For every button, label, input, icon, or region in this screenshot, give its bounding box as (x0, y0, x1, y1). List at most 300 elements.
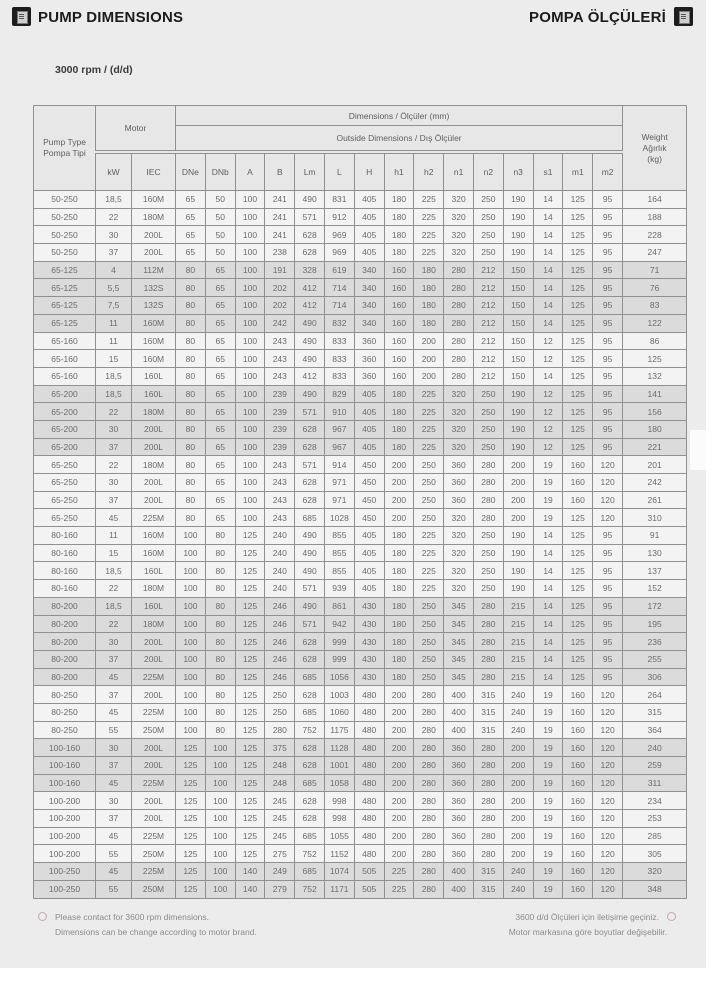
dimension-cell: 180 (384, 420, 414, 438)
dimension-cell: 400 (444, 703, 474, 721)
dimension-cell: 320 (444, 420, 474, 438)
dimension-cell: 200 (503, 845, 533, 863)
dimension-cell: 714 (325, 297, 355, 315)
dimension-cell: 160 (563, 774, 593, 792)
dimension-cell: 241 (265, 191, 295, 209)
motor-header: Motor (96, 106, 176, 152)
dimension-cell: 280 (444, 279, 474, 297)
dimension-cell: 628 (295, 739, 325, 757)
dimension-cell: 200L (132, 438, 176, 456)
weight-cell: 132 (623, 367, 687, 385)
dimension-cell: 250 (473, 562, 503, 580)
dimension-cell: 80 (205, 703, 235, 721)
dimension-cell: 125 (563, 226, 593, 244)
dimension-cell: 628 (295, 757, 325, 775)
dimension-cell: 245 (265, 810, 295, 828)
dimension-cell: 45 (96, 774, 132, 792)
dimension-cell: 14 (533, 244, 563, 262)
table-body (34, 191, 687, 899)
dimension-cell: 315 (473, 703, 503, 721)
dimension-cell: 160 (563, 721, 593, 739)
dimension-cell: 65 (205, 350, 235, 368)
dimension-cell: 125 (563, 580, 593, 598)
dimension-cell: 360 (444, 474, 474, 492)
dimension-cell: 320 (444, 191, 474, 209)
dimension-cell: 1001 (325, 757, 355, 775)
dimension-cell: 80 (205, 686, 235, 704)
weight-header-tr: Ağırlık (642, 142, 667, 153)
table-row (34, 438, 687, 456)
dimension-cell: 80 (205, 580, 235, 598)
footnote-tr-line2: Motor markasına göre boyutlar değişebilir. (508, 927, 667, 937)
dimension-cell: 19 (533, 774, 563, 792)
weight-header (623, 106, 687, 191)
dimension-cell: 225 (414, 420, 444, 438)
dimension-cell: 490 (295, 597, 325, 615)
dimension-cell: 405 (354, 191, 384, 209)
dimension-cell: 37 (96, 438, 132, 456)
pump-type-cell: 65-250 (34, 509, 96, 527)
dimension-cell: 250 (414, 615, 444, 633)
dimension-cell: 490 (295, 544, 325, 562)
dimension-cell: 280 (473, 597, 503, 615)
pump-type-cell: 50-250 (34, 226, 96, 244)
dimension-cell: 685 (295, 668, 325, 686)
weight-cell: 261 (623, 491, 687, 509)
dimension-cell: 280 (473, 792, 503, 810)
dimension-cell: 100 (176, 562, 206, 580)
dimension-cell: 100 (205, 774, 235, 792)
dimension-cell: 125 (563, 403, 593, 421)
dimension-cell: 280 (444, 332, 474, 350)
dimension-cell: 125 (176, 739, 206, 757)
dimension-cell: 160 (563, 686, 593, 704)
dimension-cell: 250M (132, 721, 176, 739)
dimension-cell: 200 (503, 509, 533, 527)
dimension-cell: 125 (563, 332, 593, 350)
dimension-cell: 480 (354, 686, 384, 704)
page-title-en: PUMP DIMENSIONS (38, 9, 184, 26)
dimension-cell: 240 (265, 527, 295, 545)
dimension-cell: 212 (473, 350, 503, 368)
dimension-cell: 125 (563, 367, 593, 385)
dimension-cell: 315 (473, 721, 503, 739)
dimension-cell: 480 (354, 845, 384, 863)
dimension-cell: 14 (533, 314, 563, 332)
dimension-cell: 160M (132, 527, 176, 545)
dimension-cell: 45 (96, 509, 132, 527)
dimension-cell: 160 (384, 350, 414, 368)
dimension-cell: 150 (503, 367, 533, 385)
dimension-cell: 215 (503, 650, 533, 668)
column-label-s1: s1 (533, 152, 563, 191)
dimension-cell: 125 (563, 314, 593, 332)
pump-type-cell: 65-250 (34, 474, 96, 492)
weight-cell: 311 (623, 774, 687, 792)
dimension-cell: 215 (503, 633, 533, 651)
weight-cell: 137 (623, 562, 687, 580)
dimension-cell: 120 (593, 774, 623, 792)
dimension-cell: 95 (593, 279, 623, 297)
weight-cell: 221 (623, 438, 687, 456)
pump-type-cell: 50-250 (34, 208, 96, 226)
dimension-cell: 200L (132, 244, 176, 262)
pump-type-cell: 65-200 (34, 403, 96, 421)
dimension-cell: 405 (354, 527, 384, 545)
column-label-lm: Lm (295, 152, 325, 191)
dimension-cell: 19 (533, 456, 563, 474)
dimension-cell: 280 (473, 474, 503, 492)
dimension-cell: 95 (593, 615, 623, 633)
dimension-cell: 100 (205, 880, 235, 898)
dimension-cell: 140 (235, 863, 265, 881)
dimension-cell: 202 (265, 279, 295, 297)
dimension-cell: 246 (265, 615, 295, 633)
rpm-subtitle: 3000 rpm / (d/d) (55, 64, 133, 76)
dimension-cell: 412 (295, 367, 325, 385)
dimension-cell: 280 (414, 810, 444, 828)
dimension-cell: 45 (96, 668, 132, 686)
dimension-cell: 180 (414, 279, 444, 297)
dimension-cell: 480 (354, 703, 384, 721)
dimension-cell: 160L (132, 367, 176, 385)
dimension-cell: 65 (205, 297, 235, 315)
weight-cell: 125 (623, 350, 687, 368)
dimension-cell: 320 (444, 544, 474, 562)
dimension-cell: 100 (235, 350, 265, 368)
dimension-cell: 125 (563, 279, 593, 297)
dimension-cell: 450 (354, 474, 384, 492)
table-row (34, 757, 687, 775)
dimension-cell: 80 (205, 650, 235, 668)
column-label-h: H (354, 152, 384, 191)
dimension-cell: 280 (414, 774, 444, 792)
dimension-cell: 250 (473, 385, 503, 403)
dimension-cell: 320 (444, 580, 474, 598)
dimension-cell: 19 (533, 509, 563, 527)
dimension-cell: 125 (235, 792, 265, 810)
dimension-cell: 855 (325, 527, 355, 545)
dimension-cell: 14 (533, 367, 563, 385)
dimension-cell: 280 (473, 615, 503, 633)
dimension-cell: 160M (132, 332, 176, 350)
dimension-cell: 7,5 (96, 297, 132, 315)
dimension-cell: 95 (593, 208, 623, 226)
dimension-cell: 80 (176, 332, 206, 350)
dimension-cell: 1175 (325, 721, 355, 739)
weight-cell: 156 (623, 403, 687, 421)
dimension-cell: 50 (205, 244, 235, 262)
pump-type-cell: 100-200 (34, 845, 96, 863)
dimension-cell: 225 (414, 226, 444, 244)
dimension-cell: 65 (205, 509, 235, 527)
dimension-cell: 833 (325, 332, 355, 350)
pump-type-cell: 50-250 (34, 191, 96, 209)
column-label-a: A (235, 152, 265, 191)
dimension-cell: 45 (96, 863, 132, 881)
dimension-cell: 125 (235, 544, 265, 562)
dimension-cell: 571 (295, 403, 325, 421)
dimension-cell: 250 (473, 420, 503, 438)
dimension-cell: 1171 (325, 880, 355, 898)
table-row (34, 810, 687, 828)
dimension-cell: 215 (503, 597, 533, 615)
table-row (34, 686, 687, 704)
dimension-cell: 125 (176, 774, 206, 792)
dimension-cell: 55 (96, 845, 132, 863)
dimension-cell: 200 (503, 792, 533, 810)
dimension-cell: 400 (444, 863, 474, 881)
dimension-cell: 19 (533, 757, 563, 775)
weight-cell: 71 (623, 261, 687, 279)
dimension-cell: 998 (325, 810, 355, 828)
dimension-cell: 95 (593, 332, 623, 350)
dimension-cell: 19 (533, 703, 563, 721)
dimension-cell: 490 (295, 527, 325, 545)
dimension-cell: 120 (593, 491, 623, 509)
pump-type-cell: 50-250 (34, 244, 96, 262)
weight-cell: 201 (623, 456, 687, 474)
dimension-cell: 12 (533, 385, 563, 403)
table-row (34, 792, 687, 810)
dimension-cell: 125 (176, 757, 206, 775)
dimension-cell: 910 (325, 403, 355, 421)
weight-cell: 164 (623, 191, 687, 209)
table-row (34, 474, 687, 492)
dimension-cell: 19 (533, 810, 563, 828)
dimension-cell: 125 (563, 420, 593, 438)
dimension-cell: 752 (295, 721, 325, 739)
dimension-cell: 18,5 (96, 385, 132, 403)
dimension-cell: 250 (473, 191, 503, 209)
dimension-cell: 30 (96, 226, 132, 244)
dimension-cell: 125 (176, 827, 206, 845)
dimension-cell: 280 (414, 827, 444, 845)
dimension-cell: 360 (444, 792, 474, 810)
dimension-cell: 14 (533, 191, 563, 209)
dimension-cell: 212 (473, 279, 503, 297)
dimension-cell: 190 (503, 403, 533, 421)
dimension-cell: 249 (265, 863, 295, 881)
pump-dimensions-table (33, 105, 687, 899)
dimension-cell: 490 (295, 332, 325, 350)
dimension-cell: 180M (132, 615, 176, 633)
dimension-cell: 200 (503, 739, 533, 757)
dimension-cell: 180 (384, 438, 414, 456)
dimension-cell: 100 (235, 244, 265, 262)
dimension-cell: 125 (563, 668, 593, 686)
dimension-cell: 685 (295, 863, 325, 881)
footnote-en (38, 910, 257, 940)
dimension-cell: 80 (205, 615, 235, 633)
dimension-cell: 250 (414, 668, 444, 686)
dimension-cell: 200L (132, 420, 176, 438)
dimension-cell: 280 (414, 739, 444, 757)
dimension-cell: 100 (235, 261, 265, 279)
dimension-cell: 190 (503, 226, 533, 244)
dimension-cell: 14 (533, 668, 563, 686)
dimension-cell: 100 (235, 474, 265, 492)
dimension-cell: 505 (354, 880, 384, 898)
dimension-cell: 225M (132, 703, 176, 721)
dimension-cell: 14 (533, 279, 563, 297)
dimension-cell: 360 (444, 774, 474, 792)
dimension-cell: 212 (473, 261, 503, 279)
dimension-cell: 95 (593, 403, 623, 421)
column-label-h2: h2 (414, 152, 444, 191)
dimension-cell: 45 (96, 827, 132, 845)
dimension-cell: 490 (295, 191, 325, 209)
dimension-cell: 180M (132, 403, 176, 421)
dimension-cell: 100 (235, 385, 265, 403)
table-row (34, 703, 687, 721)
dimension-cell: 215 (503, 615, 533, 633)
pump-type-cell: 65-160 (34, 350, 96, 368)
dimension-cell: 19 (533, 474, 563, 492)
pump-type-cell: 65-200 (34, 438, 96, 456)
dimension-cell: 19 (533, 827, 563, 845)
dimension-cell: 180M (132, 208, 176, 226)
dimension-cell: 405 (354, 226, 384, 244)
dimension-cell: 405 (354, 420, 384, 438)
dimension-cell: 180 (384, 562, 414, 580)
dimension-cell: 125 (235, 810, 265, 828)
dimension-cell: 628 (295, 226, 325, 244)
dimension-cell: 240 (265, 544, 295, 562)
dimension-cell: 405 (354, 244, 384, 262)
outside-dimensions-header: Outside Dimensions / Dış Ölçüler (176, 126, 623, 152)
dimension-cell: 685 (295, 703, 325, 721)
dimension-cell: 280 (473, 509, 503, 527)
dimension-cell: 125 (235, 774, 265, 792)
dimension-cell: 160L (132, 385, 176, 403)
dimension-cell: 11 (96, 527, 132, 545)
dimension-cell: 225M (132, 774, 176, 792)
dimension-cell: 180 (384, 633, 414, 651)
weight-cell: 315 (623, 703, 687, 721)
dimension-cell: 280 (444, 261, 474, 279)
dimension-cell: 125 (235, 739, 265, 757)
dimension-cell: 95 (593, 226, 623, 244)
dimension-cell: 246 (265, 668, 295, 686)
dimension-cell: 225 (414, 385, 444, 403)
dimension-cell: 200 (384, 845, 414, 863)
dimension-cell: 100 (176, 668, 206, 686)
table-row (34, 562, 687, 580)
footnote-tr (509, 910, 684, 940)
dimension-cell: 280 (414, 880, 444, 898)
dimension-cell: 80 (205, 633, 235, 651)
dimension-cell: 100 (176, 721, 206, 739)
dimension-cell: 200 (384, 757, 414, 775)
weight-cell: 310 (623, 509, 687, 527)
dimension-cell: 912 (325, 208, 355, 226)
dimension-cell: 250 (473, 580, 503, 598)
dimension-cell: 100 (235, 420, 265, 438)
dimension-cell: 250 (414, 650, 444, 668)
table-row (34, 739, 687, 757)
dimension-cell: 160 (563, 491, 593, 509)
dimension-cell: 430 (354, 668, 384, 686)
dimension-cell: 855 (325, 562, 355, 580)
column-label-n3: n3 (503, 152, 533, 191)
dimension-cell: 1074 (325, 863, 355, 881)
dimension-cell: 65 (205, 456, 235, 474)
column-label-l: L (325, 152, 355, 191)
dimension-cell: 619 (325, 261, 355, 279)
dimension-cell: 125 (563, 509, 593, 527)
dimension-cell: 100 (205, 810, 235, 828)
dimension-cell: 120 (593, 703, 623, 721)
dimension-cell: 360 (444, 810, 474, 828)
dimension-cell: 65 (176, 208, 206, 226)
dimension-cell: 243 (265, 491, 295, 509)
dimension-cell: 200 (384, 474, 414, 492)
dimension-cell: 225M (132, 863, 176, 881)
dimension-cell: 238 (265, 244, 295, 262)
dimension-cell: 120 (593, 509, 623, 527)
dimension-cell: 279 (265, 880, 295, 898)
dimension-cell: 240 (265, 580, 295, 598)
dimension-cell: 4 (96, 261, 132, 279)
page-title-tr: POMPA ÖLÇÜLERİ (529, 9, 666, 26)
dimension-cell: 19 (533, 721, 563, 739)
dimension-cell: 240 (265, 562, 295, 580)
dimension-cell: 100 (176, 703, 206, 721)
dimension-cell: 125 (176, 880, 206, 898)
column-label-iec: IEC (132, 152, 176, 191)
dimension-cell: 160M (132, 191, 176, 209)
dimension-cell: 571 (295, 456, 325, 474)
dimension-cell: 120 (593, 739, 623, 757)
dimension-cell: 400 (444, 686, 474, 704)
dimension-cell: 65 (205, 438, 235, 456)
dimension-cell: 11 (96, 332, 132, 350)
dimension-cell: 1152 (325, 845, 355, 863)
dimension-cell: 80 (176, 279, 206, 297)
dimension-cell: 225 (384, 880, 414, 898)
dimension-cell: 250 (414, 456, 444, 474)
dimension-cell: 430 (354, 615, 384, 633)
pump-type-cell: 100-160 (34, 757, 96, 775)
dimension-cell: 125 (563, 438, 593, 456)
dimension-cell: 65 (205, 261, 235, 279)
dimension-cell: 50 (205, 226, 235, 244)
dimension-cell: 100 (176, 615, 206, 633)
dimension-cell: 212 (473, 297, 503, 315)
weight-header-unit: (kg) (647, 153, 662, 164)
dimension-cell: 280 (473, 739, 503, 757)
dimension-cell: 95 (593, 314, 623, 332)
dimension-cell: 80 (205, 544, 235, 562)
dimension-cell: 100 (176, 580, 206, 598)
dimension-cell: 375 (265, 739, 295, 757)
dimension-cell: 320 (444, 438, 474, 456)
dimension-cell: 280 (444, 314, 474, 332)
dimension-cell: 246 (265, 650, 295, 668)
table-row (34, 367, 687, 385)
dimension-cell: 14 (533, 633, 563, 651)
dimension-cell: 280 (265, 721, 295, 739)
dimension-cell: 212 (473, 367, 503, 385)
footnote-en-line1: Please contact for 3600 rpm dimensions. (55, 912, 210, 922)
dimension-cell: 628 (295, 686, 325, 704)
dimension-cell: 239 (265, 420, 295, 438)
dimension-cell: 200 (384, 491, 414, 509)
dimension-cell: 200 (384, 703, 414, 721)
dimension-cell: 19 (533, 686, 563, 704)
dimension-cell: 200 (384, 509, 414, 527)
